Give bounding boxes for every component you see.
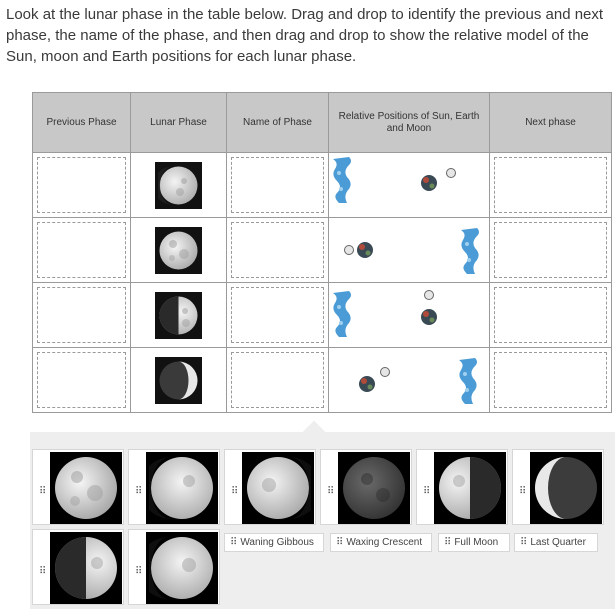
- first-quarter-moon-icon: [155, 292, 202, 339]
- drag-handle-icon[interactable]: ⠿: [39, 486, 46, 497]
- sun-icon: [459, 358, 477, 404]
- drag-handle-icon[interactable]: ⠿: [135, 566, 142, 577]
- phase-table-container: [32, 92, 611, 410]
- drag-handle-icon[interactable]: ⠿: [336, 537, 343, 548]
- moon-small-icon: [425, 291, 434, 300]
- instructions-text: Look at the lunar phase in the table below. Drag and drop to identify the previous and next phase, the name of the phase, and then drag and drop to show the relative model of the Sun, moon and Earth positions for each lunar phase.: [6, 6, 604, 65]
- label-text: Waning Gibbous: [240, 537, 314, 548]
- name-of-phase-dropzone[interactable]: [231, 222, 324, 278]
- drag-handle-icon[interactable]: ⠿: [327, 486, 334, 497]
- table-row: [33, 153, 612, 218]
- earth-icon: [421, 309, 437, 325]
- header-previous-phase: Previous Phase: [33, 93, 131, 153]
- earth-icon: [421, 175, 437, 191]
- drag-handle-icon[interactable]: ⠿: [520, 537, 527, 548]
- label-text: Waxing Crescent: [346, 537, 423, 548]
- draggable-moon-card[interactable]: [320, 449, 412, 525]
- next-phase-dropzone[interactable]: [494, 157, 607, 213]
- name-of-phase-dropzone[interactable]: [231, 157, 324, 213]
- header-relative-positions: Relative Positions of Sun, Earth and Moon: [329, 93, 490, 153]
- phase-table: [32, 92, 612, 413]
- previous-phase-dropzone[interactable]: [37, 157, 126, 213]
- drag-handle-icon[interactable]: ⠿: [39, 566, 46, 577]
- draggable-moon-card[interactable]: [32, 449, 124, 525]
- header-lunar-phase: Lunar Phase: [131, 93, 227, 153]
- drag-handle-icon[interactable]: ⠿: [135, 486, 142, 497]
- name-of-phase-dropzone[interactable]: [231, 287, 324, 343]
- drag-handle-icon[interactable]: ⠿: [444, 537, 451, 548]
- drag-handle-icon[interactable]: ⠿: [231, 486, 238, 497]
- waxing-gibbous-moon-icon: [155, 162, 202, 209]
- first-quarter-card-icon: [50, 532, 122, 604]
- header-next-phase: Next phase: [490, 93, 612, 153]
- relative-model-cell[interactable]: [329, 218, 490, 283]
- draggable-moon-card[interactable]: [224, 449, 316, 525]
- moon-small-icon: [381, 368, 390, 377]
- full-moon-icon: [155, 227, 202, 274]
- new-moon-card-icon: [338, 452, 410, 524]
- relative-model-cell[interactable]: [329, 153, 490, 218]
- draggable-label-waxing-crescent[interactable]: [330, 533, 432, 552]
- draggable-label-full-moon[interactable]: [438, 533, 510, 552]
- waxing-gibbous-card-icon: [146, 452, 218, 524]
- previous-phase-dropzone[interactable]: [37, 287, 126, 343]
- relative-model-cell[interactable]: [329, 283, 490, 348]
- waxing-gibbous-card-icon: [146, 532, 218, 604]
- sun-icon: [333, 157, 351, 203]
- drag-handle-icon[interactable]: ⠿: [423, 486, 430, 497]
- draggable-moon-card[interactable]: [128, 529, 220, 605]
- next-phase-dropzone[interactable]: [494, 287, 607, 343]
- name-of-phase-dropzone[interactable]: [231, 352, 324, 408]
- sun-icon: [333, 291, 351, 337]
- table-row: [33, 283, 612, 348]
- table-row: [33, 348, 612, 413]
- waxing-crescent-moon-icon: [155, 357, 202, 404]
- relative-model-cell[interactable]: [329, 348, 490, 413]
- waning-gibbous-card-icon: [242, 452, 314, 524]
- label-text: Full Moon: [454, 537, 499, 548]
- full-moon-card-icon: [50, 452, 122, 524]
- sun-icon: [461, 228, 479, 274]
- previous-phase-dropzone[interactable]: [37, 222, 126, 278]
- draggable-moon-card[interactable]: [416, 449, 508, 525]
- drag-handle-icon[interactable]: ⠿: [230, 537, 237, 548]
- table-row: [33, 218, 612, 283]
- header-name-of-phase: Name of Phase: [227, 93, 329, 153]
- waning-crescent-card-icon: [530, 452, 602, 524]
- draggable-label-waning-gibbous[interactable]: [224, 533, 324, 552]
- earth-icon: [359, 376, 375, 392]
- drag-handle-icon[interactable]: ⠿: [519, 486, 526, 497]
- previous-phase-dropzone[interactable]: [37, 352, 126, 408]
- draggable-moon-card[interactable]: [128, 449, 220, 525]
- moon-small-icon: [447, 169, 456, 178]
- next-phase-dropzone[interactable]: [494, 352, 607, 408]
- last-quarter-card-icon: [434, 452, 506, 524]
- label-text: Last Quarter: [530, 537, 586, 548]
- draggable-moon-card[interactable]: [32, 529, 124, 605]
- moon-small-icon: [345, 246, 354, 255]
- next-phase-dropzone[interactable]: [494, 222, 607, 278]
- earth-icon: [357, 242, 373, 258]
- draggable-label-last-quarter[interactable]: [514, 533, 598, 552]
- draggable-moon-card[interactable]: [512, 449, 604, 525]
